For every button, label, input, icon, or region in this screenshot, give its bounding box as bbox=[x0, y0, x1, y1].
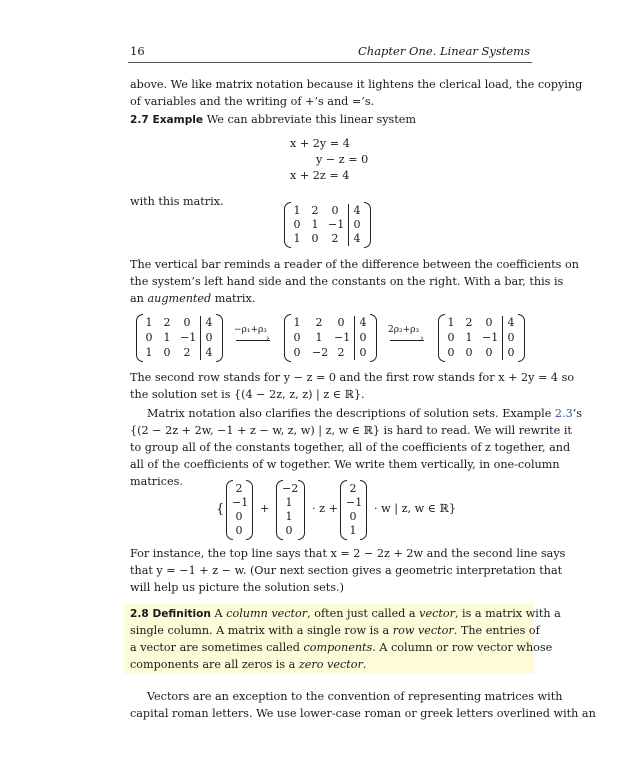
para1-line2: of variables and the writing of +’s and =’s. bbox=[130, 95, 375, 108]
vector-entry: 0 bbox=[285, 524, 293, 537]
matrix-cell: 2 bbox=[311, 204, 319, 217]
definition-line2 bbox=[130, 622, 540, 639]
matrix-cell: 4 bbox=[205, 346, 213, 359]
augment-bar bbox=[354, 316, 355, 360]
matrix-cell: 2 bbox=[315, 316, 323, 329]
matrix-cell: 1 bbox=[315, 331, 323, 344]
text: components are all zeros is a bbox=[130, 658, 299, 671]
text: . bbox=[362, 658, 367, 671]
text: Matrix notation also clarifies the descriptions of solution sets. Example bbox=[147, 407, 555, 420]
matrix-cell: −2 bbox=[312, 346, 329, 359]
para2-line1: The vertical bar reminds a reader of the difference between the coefficients on bbox=[130, 258, 579, 271]
matrix-cell: 0 bbox=[485, 316, 493, 329]
matrix-cell: 4 bbox=[353, 204, 361, 217]
text: ’s bbox=[572, 407, 583, 420]
right-paren bbox=[360, 480, 367, 540]
definition-line1 bbox=[130, 605, 561, 623]
times-z-plus: · z + bbox=[312, 502, 338, 515]
matrix-cell: 4 bbox=[205, 316, 213, 329]
para4-line4: all of the coefficients of w together. We write them vertically, in one-column bbox=[130, 458, 560, 471]
matrix-cell: 2 bbox=[331, 232, 339, 245]
reduction-matrix-1 bbox=[136, 312, 226, 364]
matrix-cell: 0 bbox=[447, 346, 455, 359]
para4-line3: to group all of the constants together, all of the coefficients of z together, and bbox=[130, 441, 571, 454]
matrix-cell: 1 bbox=[465, 331, 473, 344]
definition-line3 bbox=[130, 639, 553, 656]
para5-line1: For instance, the top line says that x = 2 − 2z + 2w and the second line says bbox=[130, 547, 566, 560]
page-number: 16 bbox=[130, 44, 145, 58]
matrix-cell: 1 bbox=[163, 331, 171, 344]
matrix-cell: 0 bbox=[359, 346, 367, 359]
vector-entry: −1 bbox=[232, 496, 249, 509]
para3-line1: The second row stands for y − z = 0 and the first row stands for x + 2y = 4 so bbox=[130, 371, 575, 384]
vector-entry: 0 bbox=[349, 510, 357, 523]
text: A bbox=[214, 607, 227, 620]
example-matrix bbox=[284, 200, 374, 250]
header-rule bbox=[128, 62, 532, 63]
matrix-cell: 2 bbox=[337, 346, 345, 359]
definition-line4 bbox=[130, 656, 530, 673]
vector-entry: −1 bbox=[346, 496, 363, 509]
para1-line1: above. We like matrix notation because it lightens the clerical load, the copying bbox=[130, 78, 583, 91]
system-eq-1: x + 2y = 4 bbox=[290, 137, 350, 150]
text: , often just called a bbox=[307, 607, 420, 620]
reduction-matrix-2 bbox=[284, 312, 380, 364]
example-link[interactable]: 2.3 bbox=[554, 407, 573, 420]
para2-line3 bbox=[130, 290, 530, 307]
matrix-cell: 0 bbox=[507, 331, 515, 344]
vector-entry: 1 bbox=[285, 510, 293, 523]
right-paren bbox=[370, 314, 377, 362]
vector-1 bbox=[226, 478, 256, 542]
vector-entry: 1 bbox=[285, 496, 293, 509]
para4-line5: matrices. bbox=[130, 475, 183, 488]
matrix-cell: 0 bbox=[447, 331, 455, 344]
matrix-cell: 2 bbox=[465, 316, 473, 329]
matrix-cell: 0 bbox=[465, 346, 473, 359]
text: , is a matrix with a bbox=[454, 607, 561, 620]
em-row-vector: row vector bbox=[392, 624, 454, 637]
matrix-cell: 4 bbox=[507, 316, 515, 329]
vector-entry: 0 bbox=[235, 510, 243, 523]
para5-line2: that y = −1 + z − w. (Our next section gives a geometric interpretation that bbox=[130, 564, 563, 577]
para2-line2: the system’s left hand side and the constants on the right. With a bar, this is bbox=[130, 275, 564, 288]
row-op-1: −ρ₁+ρ₃ bbox=[234, 325, 267, 335]
para4-line1 bbox=[147, 405, 583, 422]
text: matrix. bbox=[211, 292, 256, 305]
arrow-1-head: › bbox=[266, 334, 270, 344]
em-zero-vector: zero vector bbox=[298, 658, 363, 671]
text: . The entries of bbox=[453, 624, 540, 637]
matrix-cell: 4 bbox=[353, 232, 361, 245]
matrix-cell: 0 bbox=[485, 346, 493, 359]
right-paren bbox=[518, 314, 525, 362]
em-augmented: augmented bbox=[147, 292, 212, 305]
matrix-cell: 0 bbox=[359, 331, 367, 344]
augment-bar bbox=[200, 316, 201, 360]
matrix-cell: 0 bbox=[145, 331, 153, 344]
matrix-cell: 0 bbox=[163, 346, 171, 359]
augment-bar bbox=[502, 316, 503, 360]
matrix-cell: 0 bbox=[293, 218, 301, 231]
matrix-cell: 0 bbox=[293, 346, 301, 359]
with-matrix-text: with this matrix. bbox=[130, 195, 224, 208]
vector-entry: 2 bbox=[349, 482, 357, 495]
example-heading bbox=[130, 111, 530, 129]
matrix-cell: −1 bbox=[482, 331, 499, 344]
matrix-cell: 2 bbox=[183, 346, 191, 359]
example-intro: We can abbreviate this linear system bbox=[206, 113, 417, 126]
right-paren bbox=[298, 480, 305, 540]
right-paren bbox=[364, 202, 371, 248]
matrix-cell: 1 bbox=[311, 218, 319, 231]
matrix-cell: 0 bbox=[353, 218, 361, 231]
matrix-cell: 0 bbox=[507, 346, 515, 359]
matrix-cell: 1 bbox=[145, 316, 153, 329]
matrix-cell: 0 bbox=[331, 204, 339, 217]
augment-bar bbox=[348, 204, 349, 246]
matrix-cell: 0 bbox=[311, 232, 319, 245]
chapter-title: Chapter One. Linear Systems bbox=[357, 44, 530, 58]
matrix-cell: 1 bbox=[447, 316, 455, 329]
matrix-cell: 2 bbox=[163, 316, 171, 329]
matrix-cell: −1 bbox=[328, 218, 345, 231]
vector-entry: −2 bbox=[282, 482, 299, 495]
system-eq-2: y − z = 0 bbox=[316, 153, 369, 166]
vector-entry: 1 bbox=[349, 524, 357, 537]
plus-sign: + bbox=[260, 502, 270, 515]
text: . A column or row vector whose bbox=[372, 641, 553, 654]
matrix-cell: 1 bbox=[293, 316, 301, 329]
right-paren bbox=[216, 314, 223, 362]
example-label: 2.7 Example bbox=[130, 114, 204, 126]
right-paren bbox=[246, 480, 253, 540]
para6-line1: Vectors are an exception to the convention of representing matrices with bbox=[147, 690, 563, 703]
matrix-cell: −1 bbox=[180, 331, 197, 344]
definition-label: 2.8 Definition bbox=[130, 608, 211, 620]
em-components: components bbox=[303, 641, 373, 654]
matrix-cell: 1 bbox=[145, 346, 153, 359]
matrix-cell: 0 bbox=[293, 331, 301, 344]
matrix-cell: 1 bbox=[293, 204, 301, 217]
text: an bbox=[130, 292, 148, 305]
para5-line3: will help us picture the solution sets.) bbox=[130, 581, 344, 594]
vector-2 bbox=[276, 478, 308, 542]
matrix-cell: 0 bbox=[337, 316, 345, 329]
arrow-2 bbox=[390, 340, 424, 341]
em-vector: vector bbox=[419, 607, 455, 620]
para3-line2: the solution set is {(4 − 2z, z, z) | z ∈ ℝ}. bbox=[130, 388, 365, 401]
reduction-matrix-3 bbox=[438, 312, 528, 364]
text: single column. A matrix with a single row is a bbox=[130, 624, 393, 637]
set-open-brace: { bbox=[216, 502, 225, 517]
system-eq-3: x + 2z = 4 bbox=[290, 169, 350, 182]
vector-entry: 0 bbox=[235, 524, 243, 537]
para6-line2: capital roman letters. We use lower-case roman or greek letters overlined with an bbox=[130, 707, 596, 720]
matrix-cell: 4 bbox=[359, 316, 367, 329]
matrix-cell: 0 bbox=[205, 331, 213, 344]
vector-3 bbox=[340, 478, 370, 542]
times-w-set: · w | z, w ∈ ℝ} bbox=[374, 502, 456, 515]
arrow-2-head: › bbox=[420, 334, 424, 344]
matrix-cell: 1 bbox=[293, 232, 301, 245]
arrow-1 bbox=[236, 340, 270, 341]
para4-line2: {(2 − 2z + 2w, −1 + z − w, z, w) | z, w ∈ ℝ} is hard to read. We will rewrite it bbox=[130, 424, 572, 437]
vector-entry: 2 bbox=[235, 482, 243, 495]
row-op-2: 2ρ₂+ρ₃ bbox=[388, 325, 420, 335]
em-column-vector: column vector bbox=[226, 607, 308, 620]
matrix-cell: 0 bbox=[183, 316, 191, 329]
text: a vector are sometimes called bbox=[130, 641, 304, 654]
matrix-cell: −1 bbox=[334, 331, 351, 344]
